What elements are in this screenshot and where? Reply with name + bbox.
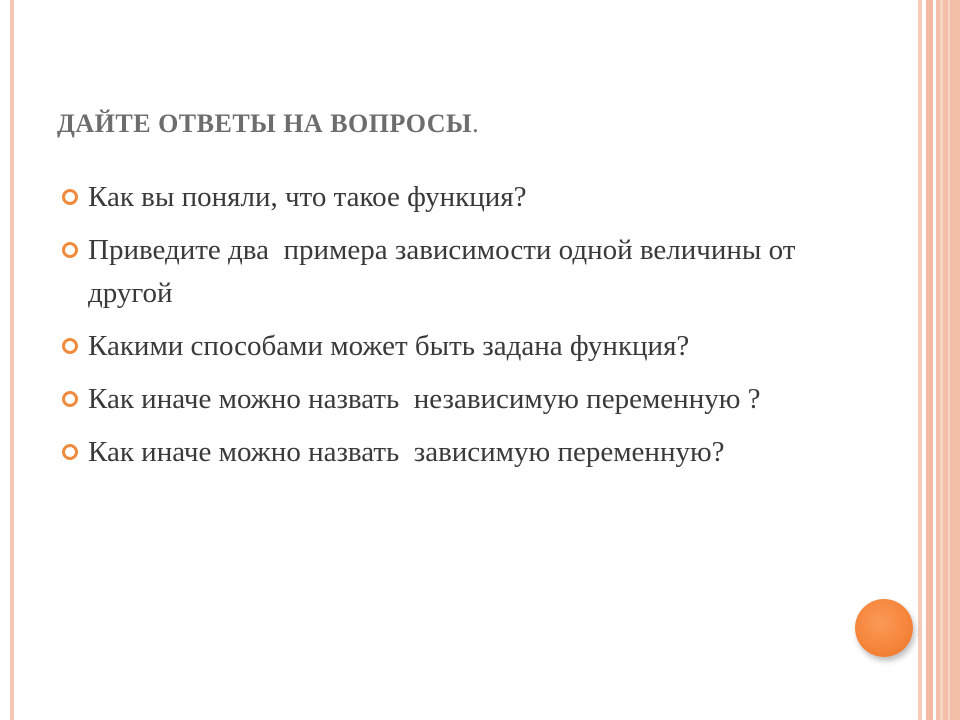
right-stripe-4	[940, 0, 943, 720]
right-stripe-2	[926, 0, 933, 720]
ring-bullet-icon	[62, 444, 78, 460]
question-text-1: Как вы поняли, что такое функция?	[88, 181, 527, 213]
question-text-3: Какими способами может быть задана функция?	[88, 330, 690, 362]
question-item-2	[60, 229, 820, 315]
ring-bullet-icon	[62, 189, 78, 205]
question-text-4: Как иначе можно назвать независимую переменную ?	[88, 383, 761, 415]
question-item-3	[60, 325, 820, 368]
right-stripe-5	[948, 0, 950, 720]
question-list	[60, 176, 820, 484]
question-text-5: Как иначе можно назвать зависимую переменную?	[88, 436, 725, 468]
right-stripe-1	[918, 0, 922, 720]
ring-bullet-icon	[62, 242, 78, 258]
question-item-5	[60, 431, 820, 474]
ring-bullet-icon	[62, 338, 78, 354]
slide-title-text: ДАЙТЕ ОТВЕТЫ НА ВОПРОСЫ	[57, 109, 473, 138]
orange-circle-icon	[855, 599, 913, 657]
slide-title-period: .	[472, 109, 480, 138]
question-item-4	[60, 378, 820, 421]
slide-title	[57, 109, 479, 139]
ring-bullet-icon	[62, 391, 78, 407]
question-item-1	[60, 176, 820, 219]
left-border-line	[10, 0, 14, 720]
question-text-2: Приведите два примера зависимости одной величины от другой	[88, 234, 803, 309]
